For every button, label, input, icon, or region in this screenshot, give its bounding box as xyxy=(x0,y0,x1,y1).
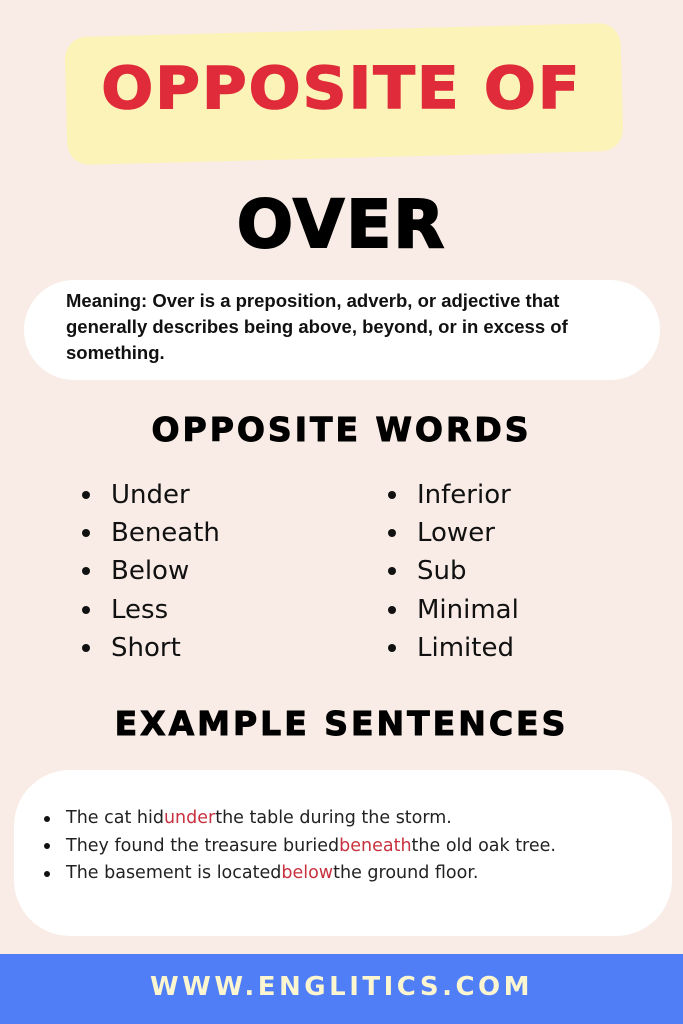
title-word: OVER xyxy=(236,186,447,263)
bullet-icon xyxy=(388,644,396,652)
meaning-card xyxy=(24,280,660,380)
example-sentences-heading: EXAMPLE SENTENCES xyxy=(114,704,569,743)
bullet-icon xyxy=(44,871,50,877)
footer-url[interactable]: WWW.ENGLITICS.COM xyxy=(149,972,534,1002)
bullet-icon xyxy=(82,606,90,614)
list-item: Below xyxy=(78,552,220,590)
bullet-icon xyxy=(44,816,50,822)
bullet-icon xyxy=(82,529,90,537)
meaning-text: Meaning: Over is a preposition, adverb, or adjective that generally describes being above, beyond, or in excess of something. xyxy=(66,290,568,363)
bullet-icon xyxy=(388,606,396,614)
list-item: Beneath xyxy=(78,514,220,552)
page-title: OPPOSITE OF xyxy=(101,54,582,122)
list-item: Short xyxy=(78,629,220,667)
example-sentences-list xyxy=(44,805,556,888)
opposite-words-heading: OPPOSITE WORDS xyxy=(151,410,532,449)
opposite-words-right-list xyxy=(384,476,519,667)
list-item: Inferior xyxy=(384,476,519,514)
bullet-icon xyxy=(44,843,50,849)
opposite-words-left-list xyxy=(78,476,220,667)
list-item: Minimal xyxy=(384,591,519,629)
highlighted-word: under xyxy=(163,808,216,828)
bullet-icon xyxy=(388,529,396,537)
bullet-icon xyxy=(388,567,396,575)
highlighted-word: below xyxy=(281,863,334,883)
list-item: Sub xyxy=(384,552,519,590)
list-item: Under xyxy=(78,476,220,514)
bullet-icon xyxy=(82,644,90,652)
bullet-icon xyxy=(82,567,90,575)
example-sentence: The cat hid under the table during the storm. xyxy=(44,805,556,833)
highlighted-word: beneath xyxy=(339,835,412,856)
example-sentence: The basement is located below the ground floor. xyxy=(44,860,556,888)
bullet-icon xyxy=(388,491,396,499)
example-sentence: They found the treasure buried beneath the old oak tree. xyxy=(44,833,556,861)
list-item: Less xyxy=(78,591,220,629)
bullet-icon xyxy=(82,491,90,499)
list-item: Limited xyxy=(384,629,519,667)
list-item: Lower xyxy=(384,514,519,552)
